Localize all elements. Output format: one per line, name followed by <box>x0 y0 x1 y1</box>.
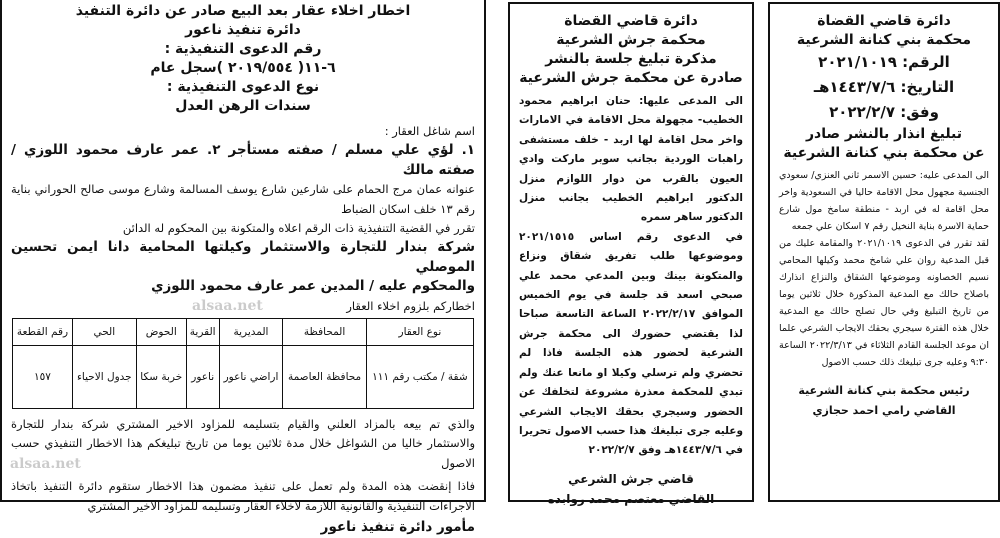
case-type-label: نوع الدعوى التنفيذية : <box>166 79 320 95</box>
occupant-label: اسم شاغل العقار : <box>384 124 475 138</box>
table-cell: جدول الاحياء <box>72 346 136 409</box>
table-cell: خربة سكا <box>136 346 186 409</box>
header-line: محكمة بني كنانة الشرعية <box>796 32 972 48</box>
body-paragraph: والذي تم بيعه بالمزاد العلني والقيام بتسليمه للمزاود الاخير المشتري شركة بندار للتجارة والاستثمار خاليا من الشواغل خلال مدة ثلاثين يوما من تاريخ تبليغكم هذا الاخطار التنفيذي حسب الاصول <box>11 417 475 470</box>
table-header: المديرية <box>219 319 283 346</box>
header-line: محكمة جرش الشرعية <box>556 32 706 48</box>
notice-title: تبليغ انذار بالنشر صادر <box>805 126 963 142</box>
session-notice <box>508 2 754 506</box>
property-table <box>12 318 474 409</box>
table-header: الحوض <box>136 319 186 346</box>
signature-title: رئيس محكمة بني كنانة الشرعية <box>798 384 970 397</box>
body-paragraph: الى المدعى عليها: حنان ابراهيم محمود الخطيب- مجهولة محل الاقامة في الامارات واخر محل اقامة لها اربد - خلف مستشفى راهبات الوردية بجانب سوبر ماركت وادي العيون بالقرب من دوار اللوازم منزل الدكتور ابراهيم الخطيب بجانب منزل الدكتور ساهر سمره <box>519 95 743 224</box>
header-line: مذكرة تبليغ جلسة بالنشر <box>545 51 717 67</box>
case-number: ٦-١١( ٢٠١٩/٥٥٤ )سجل عام <box>150 60 336 76</box>
table-cell: اراضي ناعور <box>219 346 283 409</box>
table-header: القرية <box>186 319 219 346</box>
notice-line: اخطاركم بلزوم اخلاء العقار <box>346 298 475 313</box>
warning-notice <box>768 2 1000 502</box>
notice-title: عن محكمة بني كنانة الشرعية <box>783 145 985 161</box>
gregorian-date: وفق: ٢٠٢٢/٢/٧ <box>829 103 939 121</box>
case-type: سندات الرهن العدل <box>175 98 311 114</box>
table-header: الحي <box>72 319 136 346</box>
hijri-date: التاريخ: ١٤٤٣/٧/٦هـ <box>813 78 955 96</box>
decision-text: تقرر في القضية التنفيذية ذات الرقم اعلاه والمتكونة بين المحكوم له الدائن <box>122 221 475 236</box>
table-cell: ١٥٧ <box>13 346 73 409</box>
table-header: نوع العقار <box>366 319 473 346</box>
table-cell: ناعور <box>186 346 219 409</box>
debtor: والمحكوم عليه / المدين عمر عارف محمود اللوزي <box>151 278 475 295</box>
creditor: شركة بندار للتجارة والاستثمار وكيلتها المحامية دانا ايمن تحسين الموصلي <box>11 239 475 275</box>
signature-name: القاضي معتصم محمد روابده <box>547 491 715 506</box>
table-header: المحافظة <box>283 319 366 346</box>
department: دائرة تنفيذ ناعور <box>185 22 301 38</box>
address: عنوانه عمان مرج الحمام على شارعين شارع يوسف المسالمة وشارع موسى صالح الحوراني بناية رقم ١٣ خلف اسكان الضباط <box>11 182 475 216</box>
body-paragraph: لقد تقرر في الدعوى ٢٠٢١/١٠١٩ والمقامة عليك من قبل المدعية روان علي شامخ محمد وكيلها المحامي نسيم الخصاونه وموضوعها الشقاق والنزاع انذارك باصلاح حالك مع المدعية المذكورة خلال ثلاثين يوما من تاريخ التبليغ وفي حال تصلح حالك مع المدعية خلال هذه الفترة سيجري بحقك الايجاب الشرعي علما ان موعد الجلسة القادم الثلاثاء في ٢٠٢٢/٣/١٣ الساعة ٩:٣٠ وعليه جرى تبليغك ذلك حسب الاصول <box>779 238 990 368</box>
case-number-label: رقم الدعوى التنفيذية : <box>164 41 322 57</box>
table-cell: شقة / مكتب رقم ١١١ <box>366 346 473 409</box>
header-line: صادرة عن محكمة جرش الشرعية <box>519 70 743 86</box>
table-cell: محافظة العاصمة <box>283 346 366 409</box>
body-paragraph: في الدعوى رقم اساس ٢٠٢١/١٥١٥ وموضوعها طلب تفريق شقاق ونزاع والمتكونة بينك وبين المدعي محمد علي صبحي اسعد قد جلسة في يوم الخميس الموافق ٢٠٢٢/٢/١٧ الساعة التاسعة صباحا لذا يقتضي حضورك الى محكمة جرش الشرعية لحضور هذه الجلسة فاذا لم تحضري ولم ترسلي وكيلا او مانعا عنك ولم تبدي للمحكمة معذرة مشروعة لتخلفك عن الحضور وسيجري بحقك الايجاب الشرعي وعليه جرى تبليغك هذا حسب الاصول تحريرا في ١٤٤٣/٧/٦هـ وفق ٢٠٢٢/٢/٧ <box>519 230 743 457</box>
eviction-notice <box>0 0 486 536</box>
signature-name: القاضي رامي احمد حجازي <box>812 404 956 417</box>
table-header: رقم القطعة <box>13 319 73 346</box>
occupants: ١. لؤي علي مسلم / صفته مستأجر ٢. عمر عارف محمود اللوزي / صفته مالك <box>11 142 475 178</box>
header-line: دائرة قاضي القضاة <box>817 13 951 29</box>
signature: مأمور دائرة تنفيذ ناعور <box>320 519 475 536</box>
body-paragraph: فاذا إنقضت هذه المدة ولم تعمل على تنفيذ مضمون هذا الاخطار ستقوم دائرة التنفيذ باتخاذ الاجراءات التنفيذية والقانونية اللازمة لاخلاء العقار وتسليمه للمزاود الاخير المشتري <box>11 479 475 513</box>
watermark: alsaa.net <box>10 456 81 472</box>
table-header-row <box>13 319 474 346</box>
notice-title: اخطار اخلاء عقار بعد البيع صادر عن دائرة التنفيذ <box>75 3 411 19</box>
watermark: alsaa.net <box>192 298 263 314</box>
table-row <box>13 346 474 409</box>
header-line: دائرة قاضي القضاة <box>564 13 698 29</box>
body-paragraph: الى المدعى عليه: حسين الاسمر ثاني العنزي/ سعودي الجنسية مجهول محل الاقامة حاليا في السعودية واخر محل اقامة له في اربد - منطقة سامخ مول شارع حماية الاسرة بناية النخيل رقم ٧ اسكان علي جمعه <box>779 170 989 232</box>
signature-title: قاضي جرش الشرعي <box>568 471 694 486</box>
reference-number: الرقم: ٢٠٢١/١٠١٩ <box>818 53 950 71</box>
